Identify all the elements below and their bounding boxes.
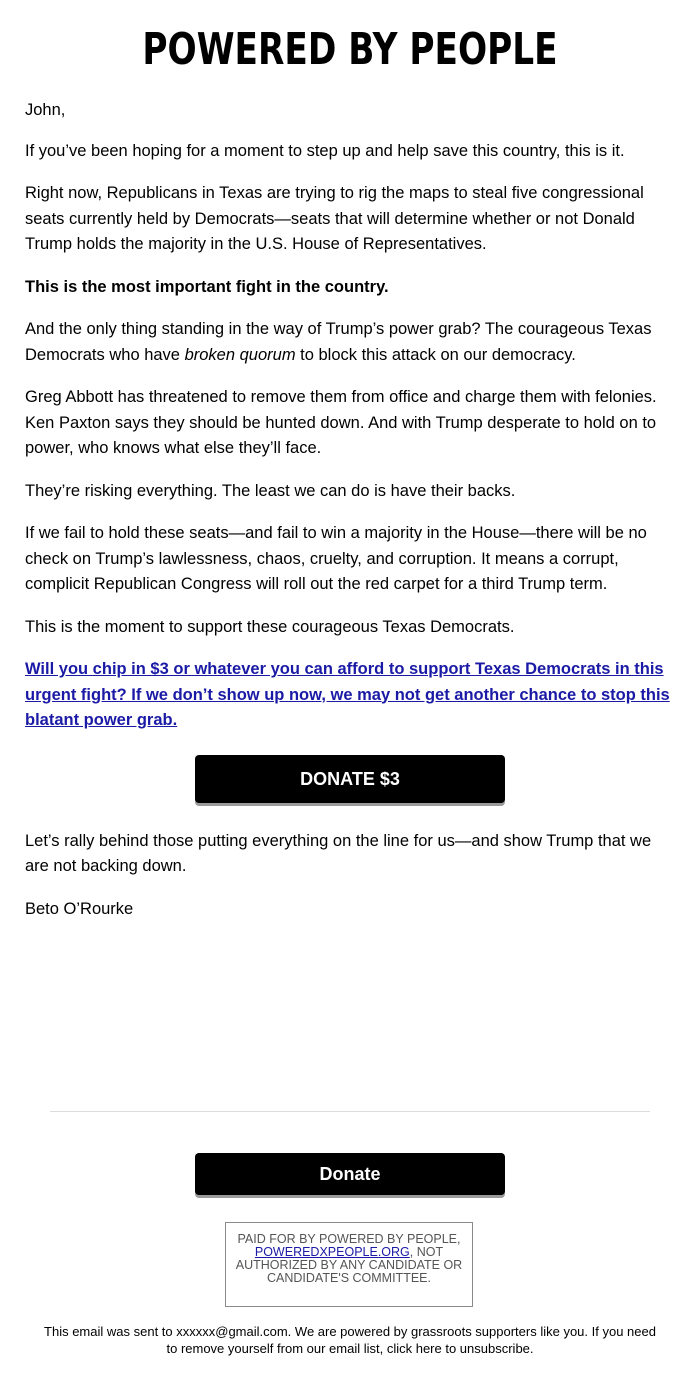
cta-donate-link[interactable]: Will you chip in $3 or whatever you can afford to support Texas Democrats in this urgent fight? If we don’t show up now, we may not get another chance to stop this blatant power grab. [25,660,670,729]
greeting: John, [25,101,66,119]
paragraph-intro: If you’ve been hoping for a moment to step up and help save this country, this is it. [25,141,625,160]
paragraph-cta [25,657,675,734]
paragraph-maps: Right now, Republicans in Texas are trying to rig the maps to steal five congressional seats currently held by Democrats—seats that will determine whether or not Donald Trump holds the majority in the U.S. House of Representatives. [25,184,644,253]
paragraph-stakes: If we fail to hold these seats—and fail to win a majority in the House—there will be no check on Trump’s lawlessness, chaos, cruelty, and corruption. It means a corrupt, complicit Republican Congress will roll out the red carpet for a third Trump term. [25,524,647,593]
paragraph-quorum [25,317,675,368]
paragraph-threats: Greg Abbott has threatened to remove them from office and charge them with felonies. Ken Paxton says they should be hunted down. And with Trump desperate to hold on to power, who knows what else they’ll face. [25,388,657,457]
paid-for-disclaimer [225,1222,473,1307]
paragraph-important-fight: This is the most important fight in the country. [25,277,389,296]
logo-wordmark: POWERED BY PEOPLE [142,24,558,75]
paragraph-rally: Let’s rally behind those putting everything on the line for us—and show Trump that we are not backing down. [25,831,652,875]
quorum-text-start: And the only thing standing in the way of Trump’s power grab? The courageous Texas Democrats who have [25,320,652,364]
footer-divider [50,1111,650,1112]
quorum-text-italic: broken quorum [184,345,296,364]
paragraph-risking: They’re risking everything. The least we can do is have their backs. [25,481,516,500]
donate-button-container [25,755,675,803]
email-body [25,98,675,939]
signature: Beto O’Rourke [25,899,134,918]
footer-donate-button[interactable]: Donate [195,1153,505,1195]
poweredxpeople-link[interactable]: POWEREDXPEOPLE.ORG [254,1245,410,1259]
paid-for-text-end: , NOT AUTHORIZED BY ANY CANDIDATE OR CANDIDATE'S COMMITTEE. [235,1245,463,1285]
quorum-text-end: to block this attack on our democracy. [295,345,576,364]
paragraph-moment: This is the moment to support these courageous Texas Democrats. [25,617,515,636]
donate-3-button[interactable]: DONATE $3 [195,755,505,803]
paid-for-text-start: PAID FOR BY POWERED BY PEOPLE, [237,1232,461,1246]
footer-notice: This email was sent to xxxxxx@gmail.com. We are powered by grassroots supporters like you. If you need to remove yourself from our email list, click here to unsubscribe. [44,1324,656,1356]
